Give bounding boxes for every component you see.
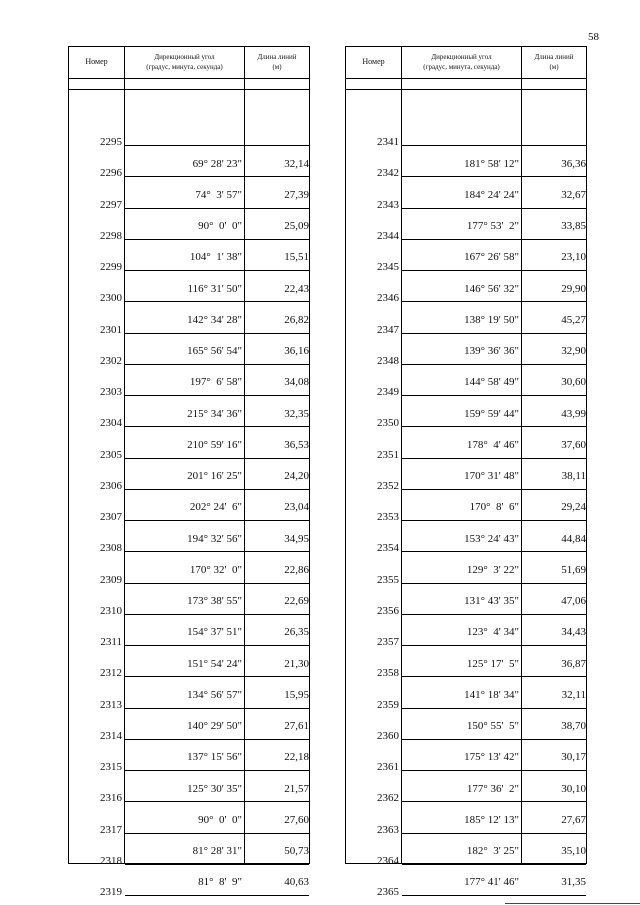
angle-header-units: (градус, минута, секунда): [146, 62, 223, 71]
direction-angle: 74° 3' 57": [195, 188, 242, 201]
line-length: 36,16: [284, 345, 309, 358]
point-number: 2304: [100, 417, 122, 430]
row-divider: [125, 708, 309, 709]
row-divider: [125, 583, 309, 584]
direction-angle: 177° 53' 2": [466, 220, 519, 233]
point-number: 2314: [100, 729, 122, 742]
line-length: 32,14: [284, 157, 309, 170]
direction-angle: 141° 18' 34": [464, 688, 519, 701]
direction-angle: 142° 34' 28": [187, 313, 242, 326]
row-divider: [402, 176, 586, 177]
point-number: 2310: [100, 604, 122, 617]
line-length: 38,70: [561, 720, 586, 733]
row-divider: [402, 364, 586, 365]
row-divider: [125, 176, 309, 177]
direction-angle: 69° 28' 23": [192, 157, 242, 170]
row-divider: [125, 770, 309, 771]
direction-angle: 201° 16' 25": [187, 470, 242, 483]
line-length: 23,10: [561, 251, 586, 264]
length-header-unit: (м): [549, 62, 559, 71]
row-divider: [125, 208, 309, 209]
point-number: 2295: [100, 136, 122, 148]
direction-angle: 134° 56' 57": [187, 688, 242, 701]
direction-angle: 81° 28' 31": [192, 845, 242, 858]
row-divider: [125, 645, 309, 646]
point-number: 2360: [377, 729, 399, 742]
row-divider: [402, 458, 586, 459]
direction-angle: 116° 31' 50": [187, 282, 242, 295]
row-divider: [125, 614, 309, 615]
point-number: 2311: [100, 636, 122, 648]
line-length: 34,08: [284, 376, 309, 389]
line-length: 51,69: [561, 563, 586, 576]
row-divider: [125, 551, 309, 552]
point-number: 2345: [377, 261, 399, 273]
point-number: 2350: [377, 417, 399, 430]
row-divider: [402, 551, 586, 552]
point-number: 2306: [100, 479, 122, 492]
row-divider: [125, 520, 309, 521]
row-divider: [125, 364, 309, 365]
point-number: 2308: [100, 542, 122, 555]
line-length: 26,35: [284, 626, 309, 639]
direction-angle: 129° 3' 22": [466, 563, 519, 576]
row-divider: [402, 145, 586, 146]
length-column-header: [245, 47, 309, 78]
direction-angle: 154° 37' 51": [187, 626, 242, 639]
row-divider: [125, 270, 309, 271]
point-number: 2309: [100, 573, 122, 586]
line-length: 43,99: [561, 407, 586, 420]
length-header-title: Длина линий: [534, 53, 574, 62]
point-number: 2341: [377, 136, 399, 148]
right-coordinate-table: [345, 46, 587, 898]
line-length: 27,60: [284, 813, 309, 826]
point-number: 2346: [377, 292, 399, 305]
row-divider: [402, 676, 586, 677]
point-number: 2353: [377, 511, 399, 523]
direction-angle: 194° 32' 56": [187, 532, 242, 545]
line-length: 29,24: [561, 501, 586, 514]
table-header: [346, 47, 586, 79]
direction-angle: 184° 24' 24": [464, 188, 519, 201]
point-number: 2348: [377, 354, 399, 367]
line-length: 15,51: [284, 251, 309, 264]
direction-angle: 202° 24' 6": [189, 501, 242, 514]
line-length: 30,60: [561, 376, 586, 389]
line-length: 40,63: [284, 876, 309, 889]
point-number: 2355: [377, 573, 399, 586]
row-divider: [125, 801, 309, 802]
line-length: 22,86: [284, 563, 309, 576]
line-length: 22,18: [284, 751, 309, 764]
row-divider: [125, 489, 309, 490]
point-number: 2317: [100, 823, 122, 836]
line-length: 30,10: [561, 782, 586, 795]
left-coordinate-table: [68, 46, 310, 898]
point-number: 2364: [377, 854, 399, 867]
direction-angle: 170° 31' 48": [464, 470, 519, 483]
direction-angle: 146° 56' 32": [464, 282, 519, 295]
row-divider: [402, 833, 586, 834]
line-length: 38,11: [561, 470, 586, 483]
length-header-title: Длина линий: [257, 53, 297, 62]
direction-angle: 90° 0' 0": [198, 220, 242, 233]
point-number: 2358: [377, 667, 399, 680]
line-length: 15,95: [284, 688, 309, 701]
line-length: 21,30: [284, 657, 309, 670]
line-length: 23,04: [284, 501, 309, 514]
line-length: 32,67: [561, 188, 586, 201]
line-length: 36,53: [284, 438, 309, 451]
point-number: 2349: [377, 386, 399, 398]
direction-angle: 170° 32' 0": [189, 563, 242, 576]
point-number: 2313: [100, 698, 122, 711]
line-length: 25,09: [284, 220, 309, 233]
point-number: 2351: [377, 448, 399, 461]
row-divider: [125, 426, 309, 427]
point-number: 2301: [100, 323, 122, 336]
line-length: 34,95: [284, 532, 309, 545]
point-number: 2362: [377, 792, 399, 805]
length-header-unit: (м): [272, 62, 282, 71]
line-length: 45,27: [561, 313, 586, 326]
direction-angle: 140° 29' 50": [187, 720, 242, 733]
point-number: 2298: [100, 229, 122, 242]
row-divider: [402, 864, 586, 865]
line-length: 27,61: [284, 720, 309, 733]
direction-angle: 104° 1' 38": [189, 251, 242, 264]
direction-angle: 178° 4' 46": [466, 438, 519, 451]
line-length: 32,11: [561, 688, 586, 701]
point-number: 2344: [377, 229, 399, 242]
row-divider: [402, 239, 586, 240]
row-divider: [402, 270, 586, 271]
line-length: 30,17: [561, 751, 586, 764]
direction-angle: 131° 43' 35": [464, 595, 519, 608]
point-number: 2315: [100, 761, 122, 773]
row-divider: [125, 333, 309, 334]
row-divider: [125, 395, 309, 396]
footer-rule: [505, 903, 640, 904]
row-divider: [125, 739, 309, 740]
direction-angle: 197° 6' 58": [189, 376, 242, 389]
page-number: 58: [588, 31, 599, 43]
header-spacer-row: [69, 79, 309, 90]
table-body: [346, 90, 586, 898]
row-divider: [402, 489, 586, 490]
row-divider: [402, 426, 586, 427]
line-length: 26,82: [284, 313, 309, 326]
point-number: 2307: [100, 511, 122, 523]
angle-header-title: Дирекционный угол: [154, 53, 215, 62]
point-number: 2303: [100, 386, 122, 398]
point-number: 2316: [100, 792, 122, 805]
row-divider: [402, 770, 586, 771]
point-number: 2299: [100, 261, 122, 273]
row-divider: [402, 583, 586, 584]
point-number: 2318: [100, 854, 122, 867]
row-divider: [402, 333, 586, 334]
direction-angle: 138° 19' 50": [464, 313, 519, 326]
angle-column-header: [125, 47, 245, 78]
direction-angle: 173° 38' 55": [187, 595, 242, 608]
angle-header-title: Дирекционный угол: [431, 53, 492, 62]
point-number: 2363: [377, 823, 399, 836]
direction-angle: 159° 59' 44": [464, 407, 519, 420]
point-number: 2296: [100, 167, 122, 180]
row-divider: [402, 739, 586, 740]
direction-angle: 165° 56' 54": [187, 345, 242, 358]
point-number: 2347: [377, 323, 399, 336]
direction-angle: 139° 36' 36": [464, 345, 519, 358]
row-divider: [125, 895, 309, 896]
table-header: [69, 47, 309, 79]
point-number: 2319: [100, 886, 122, 898]
length-column-header: [522, 47, 586, 78]
point-number: 2359: [377, 698, 399, 711]
row-divider: [125, 145, 309, 146]
direction-angle: 90° 0' 0": [198, 813, 242, 826]
direction-angle: 185° 12' 13": [464, 813, 519, 826]
point-number: 2356: [377, 604, 399, 617]
row-divider: [125, 676, 309, 677]
line-length: 22,69: [284, 595, 309, 608]
line-length: 24,20: [284, 470, 309, 483]
point-number: 2305: [100, 448, 122, 461]
line-length: 34,43: [561, 626, 586, 639]
line-length: 35,10: [561, 845, 586, 858]
row-divider: [402, 301, 586, 302]
row-divider: [402, 208, 586, 209]
line-length: 32,35: [284, 407, 309, 420]
direction-angle: 151° 54' 24": [187, 657, 242, 670]
row-divider: [402, 395, 586, 396]
point-number: 2300: [100, 292, 122, 305]
line-length: 47,06: [561, 595, 586, 608]
row-divider: [125, 864, 309, 865]
point-number: 2361: [377, 761, 399, 773]
direction-angle: 153° 24' 43": [464, 532, 519, 545]
direction-angle: 175° 13' 42": [464, 751, 519, 764]
direction-angle: 123° 4' 34": [466, 626, 519, 639]
direction-angle: 125° 30' 35": [187, 782, 242, 795]
direction-angle: 81° 8' 9": [198, 876, 242, 889]
direction-angle: 182° 3' 25": [466, 845, 519, 858]
row-divider: [402, 895, 586, 896]
direction-angle: 125° 17' 5": [466, 657, 519, 670]
line-length: 27,67: [561, 813, 586, 826]
point-number: 2343: [377, 198, 399, 211]
direction-angle: 215° 34' 36": [187, 407, 242, 420]
point-number: 2312: [100, 667, 122, 680]
direction-angle: 170° 8' 6": [469, 501, 519, 514]
line-length: 27,39: [284, 188, 309, 201]
point-number: 2365: [377, 886, 399, 898]
direction-angle: 181° 58' 12": [464, 157, 519, 170]
line-length: 36,36: [561, 157, 586, 170]
line-length: 44,84: [561, 532, 586, 545]
row-divider: [402, 708, 586, 709]
angle-header-units: (градус, минута, секунда): [423, 62, 500, 71]
point-number: 2302: [100, 354, 122, 367]
row-divider: [125, 458, 309, 459]
table-body: [69, 90, 309, 898]
point-column-header: Номер: [69, 47, 125, 78]
direction-angle: 144° 58' 49": [464, 376, 519, 389]
point-number: 2354: [377, 542, 399, 555]
line-length: 22,43: [284, 282, 309, 295]
point-number: 2357: [377, 636, 399, 648]
direction-angle: 167° 26' 58": [464, 251, 519, 264]
row-divider: [402, 645, 586, 646]
angle-column-header: [402, 47, 522, 78]
row-divider: [402, 801, 586, 802]
point-number: 2342: [377, 167, 399, 180]
row-divider: [402, 520, 586, 521]
line-length: 50,73: [284, 845, 309, 858]
line-length: 29,90: [561, 282, 586, 295]
point-number: 2352: [377, 479, 399, 492]
line-length: 33,85: [561, 220, 586, 233]
direction-angle: 150° 55' 5": [466, 720, 519, 733]
line-length: 37,60: [561, 438, 586, 451]
header-spacer-row: [346, 79, 586, 90]
direction-angle: 177° 36' 2": [466, 782, 519, 795]
direction-angle: 177° 41' 46": [464, 876, 519, 889]
direction-angle: 137° 15' 56": [187, 751, 242, 764]
row-divider: [125, 239, 309, 240]
row-divider: [402, 614, 586, 615]
direction-angle: 210° 59' 16": [187, 438, 242, 451]
line-length: 32,90: [561, 345, 586, 358]
line-length: 31,35: [561, 876, 586, 889]
point-column-header: Номер: [346, 47, 402, 78]
row-divider: [125, 833, 309, 834]
line-length: 36,87: [561, 657, 586, 670]
row-divider: [125, 301, 309, 302]
line-length: 21,57: [284, 782, 309, 795]
point-number: 2297: [100, 198, 122, 211]
